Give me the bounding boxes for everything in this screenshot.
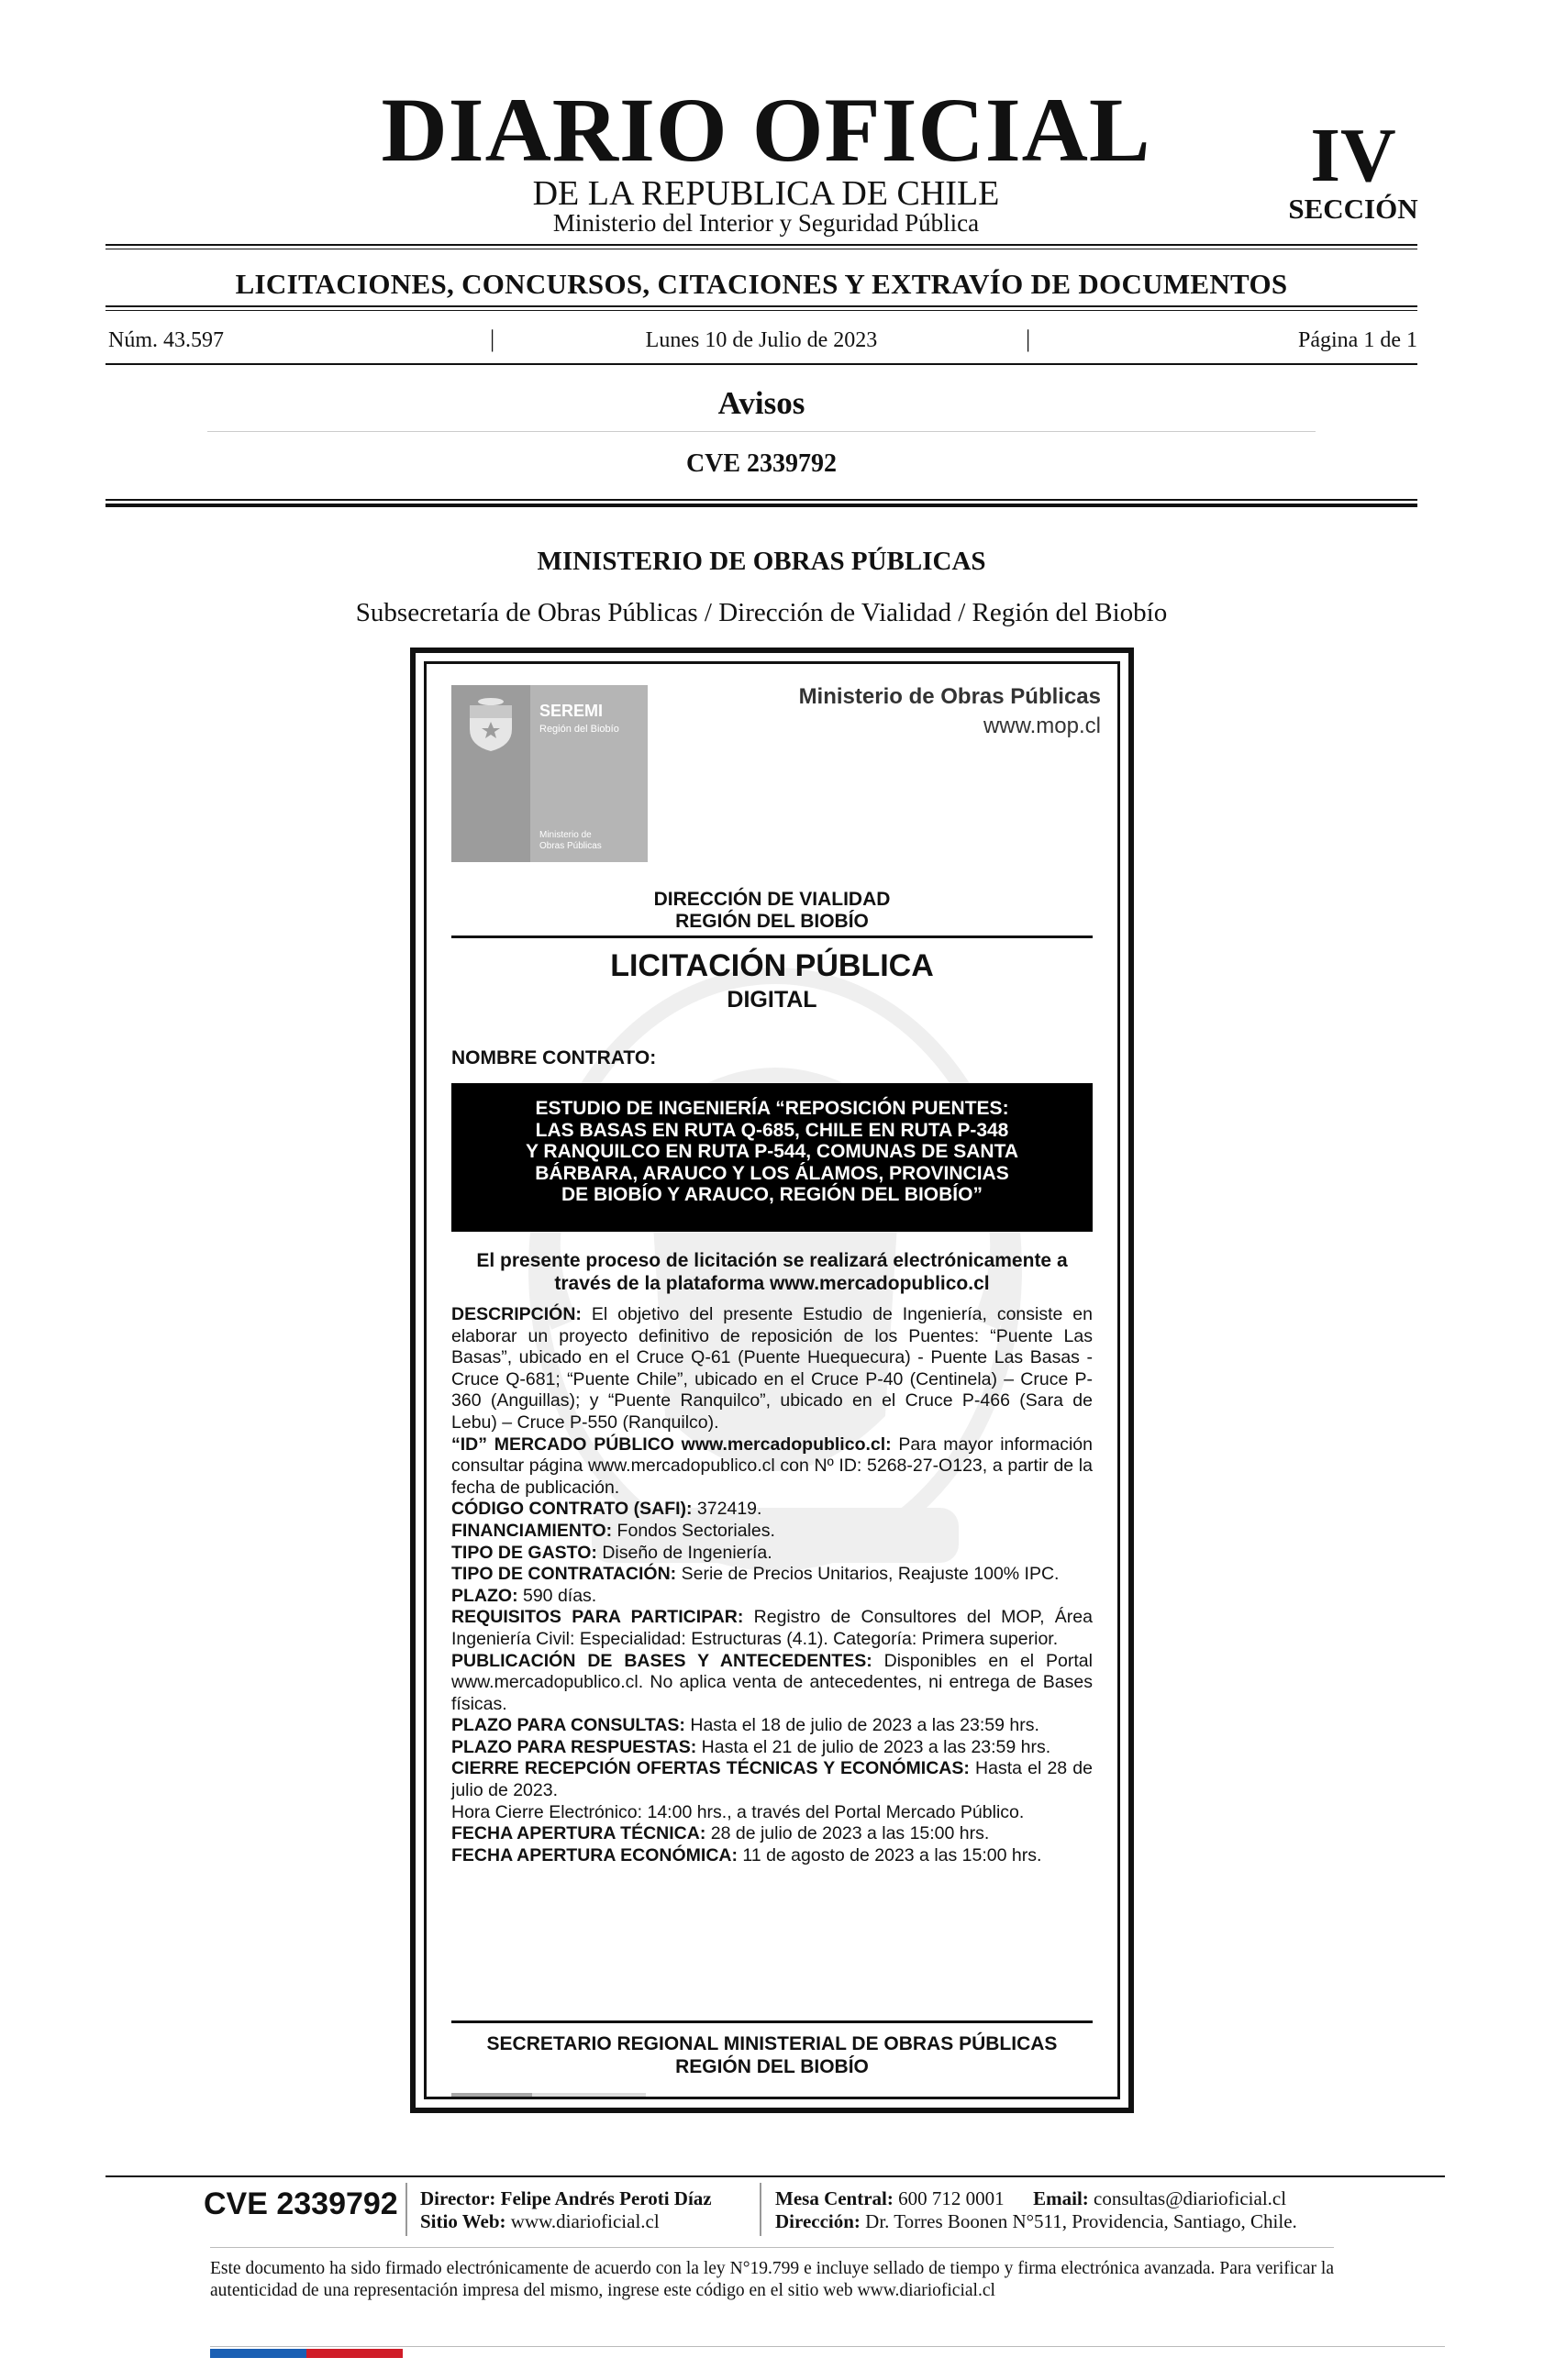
- mop-website: www.mop.cl: [983, 714, 1101, 738]
- licitacion-title: LICITACIÓN PÚBLICA: [610, 948, 934, 983]
- email-link[interactable]: consultas@diarioficial.cl: [1094, 2187, 1287, 2209]
- direction-line1: DIRECCIÓN DE VIALIDAD: [653, 889, 891, 910]
- director-name: Felipe Andrés Peroti Díaz: [500, 2187, 712, 2209]
- item-text: Hasta el 28 de julio de 2023.: [451, 1758, 1093, 1801]
- contract-line: LAS BASAS EN RUTA Q-685, CHILE EN RUTA P-348: [535, 1119, 1009, 1141]
- content-rule-thick: [106, 504, 1417, 507]
- item-label: CIERRE RECEPCIÓN OFERTAS TÉCNICAS Y ECONÓMICAS:: [451, 1758, 970, 1779]
- logo-ministry-line2: Obras Públicas: [539, 840, 602, 851]
- notice-rule: [451, 935, 1093, 938]
- notice-item: [451, 1758, 1093, 1801]
- signature-rule: [451, 2020, 1093, 2023]
- item-text: Serie de Precios Unitarios, Reajuste 100% IPC.: [676, 1564, 1060, 1585]
- footer-bar-dark: [451, 2093, 532, 2099]
- notice-item: [451, 1586, 1093, 1608]
- notice-item: [451, 1521, 1093, 1543]
- notice-item: [451, 1737, 1093, 1759]
- footer-rule: [106, 2175, 1445, 2177]
- issue-rule: [106, 363, 1417, 365]
- footer-divider: [405, 2183, 407, 2236]
- item-label: TIPO DE GASTO:: [451, 1542, 597, 1563]
- mop-name: Ministerio de Obras Públicas: [798, 684, 1101, 709]
- masthead-subtitle: DE LA REPUBLICA DE CHILE: [532, 174, 1000, 213]
- contract-line: BÁRBARA, ARAUCO Y LOS ÁLAMOS, PROVINCIAS: [535, 1162, 1009, 1184]
- item-text: Hasta el 18 de julio de 2023 a las 23:59 hrs.: [684, 1715, 1039, 1736]
- item-text: 11 de agosto de 2023 a las 15:00 hrs.: [738, 1844, 1042, 1865]
- content-rule: [106, 499, 1417, 501]
- cve-code: CVE 2339792: [685, 449, 838, 478]
- notice-item: [451, 1823, 1093, 1845]
- legal-rule: [210, 2247, 1334, 2248]
- web-link[interactable]: www.diarioficial.cl: [510, 2210, 660, 2232]
- notice-inner-frame: [424, 661, 1120, 2099]
- issue-date: Lunes 10 de Julio de 2023: [645, 328, 878, 352]
- logo-region-text: Región del Biobío: [539, 724, 619, 735]
- logo-ministry-text: [539, 830, 622, 851]
- signature-line1: SECRETARIO REGIONAL MINISTERIAL DE OBRAS PÚBLICAS: [486, 2033, 1058, 2054]
- logo-seremi-text: SEREMI: [539, 702, 604, 720]
- notice-item: [451, 1434, 1093, 1500]
- signature-line2: REGIÓN DEL BIOBÍO: [675, 2056, 869, 2077]
- item-text: 28 de julio de 2023 a las 15:00 hrs.: [705, 1823, 990, 1844]
- footer-web-row: [420, 2210, 712, 2233]
- section-rule-thin: [106, 310, 1417, 311]
- item-label: FECHA APERTURA TÉCNICA:: [451, 1823, 706, 1844]
- issue-separator: |: [1026, 326, 1031, 352]
- logo-ministry-line1: Ministerio de: [539, 830, 592, 840]
- footer-contact-block: [775, 2187, 1297, 2233]
- item-label: PUBLICACIÓN DE BASES Y ANTECEDENTES:: [451, 1650, 872, 1671]
- notice-item: [451, 1802, 1093, 1824]
- seremi-logo: [451, 685, 648, 862]
- chile-coat-of-arms-icon: [466, 698, 516, 753]
- electronic-process-note: [451, 1249, 1093, 1295]
- notice-body: [451, 1304, 1093, 1866]
- direction-line2: REGIÓN DEL BIOBÍO: [675, 911, 869, 933]
- signature-block: [427, 2032, 1117, 2078]
- notice-item: [451, 1304, 1093, 1434]
- section-number: IV: [1310, 113, 1396, 198]
- ministry-heading: MINISTERIO DE OBRAS PÚBLICAS: [537, 547, 986, 576]
- item-label: FECHA APERTURA ECONÓMICA:: [451, 1844, 738, 1865]
- item-label: “ID” MERCADO PÚBLICO www.mercadopublico.cl:: [451, 1434, 892, 1455]
- section-title: LICITACIONES, CONCURSOS, CITACIONES Y EXTRAVÍO DE DOCUMENTOS: [235, 268, 1288, 300]
- category-title: Avisos: [717, 385, 805, 421]
- section-label: SECCIÓN: [1288, 193, 1418, 225]
- contract-label: NOMBRE CONTRATO:: [451, 1047, 657, 1068]
- item-text: Disponibles en el Portal www.mercadopublico.cl. No aplica venta de antecedentes, ni entrega de Bases físicas.: [451, 1650, 1093, 1714]
- subsecretaria-line: Subsecretaría de Obras Públicas / Dirección de Vialidad / Región del Biobío: [355, 598, 1168, 627]
- direction-heading: [427, 889, 1117, 933]
- notice-item: [451, 1499, 1093, 1521]
- notice-item: [451, 1607, 1093, 1650]
- issue-number: Núm. 43.597: [108, 328, 224, 352]
- flag-stripe-blue: [210, 2349, 306, 2358]
- item-text: 372419.: [692, 1499, 762, 1520]
- logo-left-panel: [451, 685, 530, 862]
- item-label: PLAZO PARA RESPUESTAS:: [451, 1736, 697, 1757]
- electronic-line1: El presente proceso de licitación se realizará electrónicamente a: [476, 1250, 1068, 1271]
- footer-bar-light: [532, 2093, 646, 2099]
- category-rule: [207, 431, 1316, 432]
- item-label: FINANCIAMIENTO:: [451, 1520, 613, 1541]
- section-rule: [106, 305, 1417, 307]
- item-text: Registro de Consultores del MOP, Área Ingeniería Civil: Especialidad: Estructuras (4.1). Categoría: Primera superior.: [451, 1607, 1093, 1649]
- address-value: Dr. Torres Boonen N°511, Providencia, Santiago, Chile.: [865, 2210, 1297, 2232]
- contract-line: ESTUDIO DE INGENIERÍA “REPOSICIÓN PUENTES:: [535, 1098, 1009, 1119]
- phone-value: 600 712 0001: [898, 2187, 1005, 2209]
- web-label: Sitio Web:: [420, 2210, 506, 2232]
- item-label: TIPO DE CONTRATACIÓN:: [451, 1564, 677, 1585]
- contract-line: Y RANQUILCO EN RUTA P-544, COMUNAS DE SANTA: [525, 1141, 1019, 1162]
- masthead-title: DIARIO OFICIAL: [381, 79, 1151, 181]
- legal-notice: Este documento ha sido firmado electrónicamente de acuerdo con la ley N°19.799 e incluye sellado de tiempo y firma electrónica avanzada. Para verificar la autenticidad de una representación impresa del mismo, ingrese este código en el sitio web www.diarioficial.cl: [210, 2259, 1334, 2300]
- item-text: Fondos Sectoriales.: [612, 1520, 775, 1541]
- header-rule: [106, 244, 1417, 246]
- phone-label: Mesa Central:: [775, 2187, 894, 2209]
- notice-item: [451, 1651, 1093, 1716]
- item-text: Hasta el 21 de julio de 2023 a las 23:59 hrs.: [696, 1736, 1051, 1757]
- footer-director-block: [420, 2187, 712, 2233]
- footer-director-row: [420, 2187, 712, 2210]
- notice-item: [451, 1715, 1093, 1737]
- item-label: DESCRIPCIÓN:: [451, 1304, 582, 1324]
- director-label: Director:: [420, 2187, 496, 2209]
- item-label: PLAZO PARA CONSULTAS:: [451, 1715, 685, 1736]
- footer-phone-row: [775, 2187, 1297, 2210]
- notice-frame: [410, 648, 1134, 2113]
- item-text: 590 días.: [517, 1585, 597, 1606]
- email-label: Email:: [1033, 2187, 1089, 2209]
- footer-divider: [760, 2183, 761, 2236]
- notice-item: [451, 1543, 1093, 1565]
- item-text: Diseño de Ingeniería.: [596, 1542, 772, 1563]
- item-label: REQUISITOS PARA PARTICIPAR:: [451, 1607, 744, 1628]
- item-text: Para mayor información consultar página www.mercadopublico.cl con Nº ID: 5268-27-O123, a partir de la fecha de publicación.: [451, 1434, 1093, 1498]
- item-text: El objetivo del presente Estudio de Ingeniería, consiste en elaborar un proyecto definitivo de reposición de los Puentes: “Puente Las Basas”, ubicado en el Cruce Q-61 (Puente Huequecura) - Puente Las Basas - Cruce Q-681; “Puente Chile”, ubicado en el Cruce P-40 (Centinela) – Cruce P-360 (Anguillas); y “Puente Ranquilco”, ubicado en el Cruce P-466 (Sara de Lebu) – Cruce P-550 (Ranquilco).: [451, 1304, 1093, 1433]
- bottom-rule: [210, 2346, 1445, 2347]
- item-label: PLAZO:: [451, 1585, 518, 1606]
- item-text: Hora Cierre Electrónico: 14:00 hrs., a través del Portal Mercado Público.: [451, 1801, 1025, 1822]
- contract-line: DE BIOBÍO Y ARAUCO, REGIÓN DEL BIOBÍO”: [561, 1184, 983, 1205]
- contract-name-box: [451, 1083, 1093, 1232]
- electronic-line2: través de la plataforma www.mercadopublico.cl: [554, 1273, 990, 1294]
- item-label: CÓDIGO CONTRATO (SAFI):: [451, 1499, 693, 1520]
- notice-item: [451, 1845, 1093, 1867]
- masthead-ministry: Ministerio del Interior y Seguridad Pública: [552, 209, 980, 237]
- issue-separator: |: [490, 326, 495, 352]
- footer-address-row: [775, 2210, 1297, 2233]
- flag-stripe-red: [306, 2349, 403, 2358]
- footer-cve-code: CVE 2339792: [204, 2186, 398, 2221]
- issue-page: Página 1 de 1: [1298, 328, 1417, 352]
- address-label: Dirección:: [775, 2210, 861, 2232]
- notice-item: [451, 1564, 1093, 1586]
- licitacion-subtitle: DIGITAL: [727, 987, 817, 1013]
